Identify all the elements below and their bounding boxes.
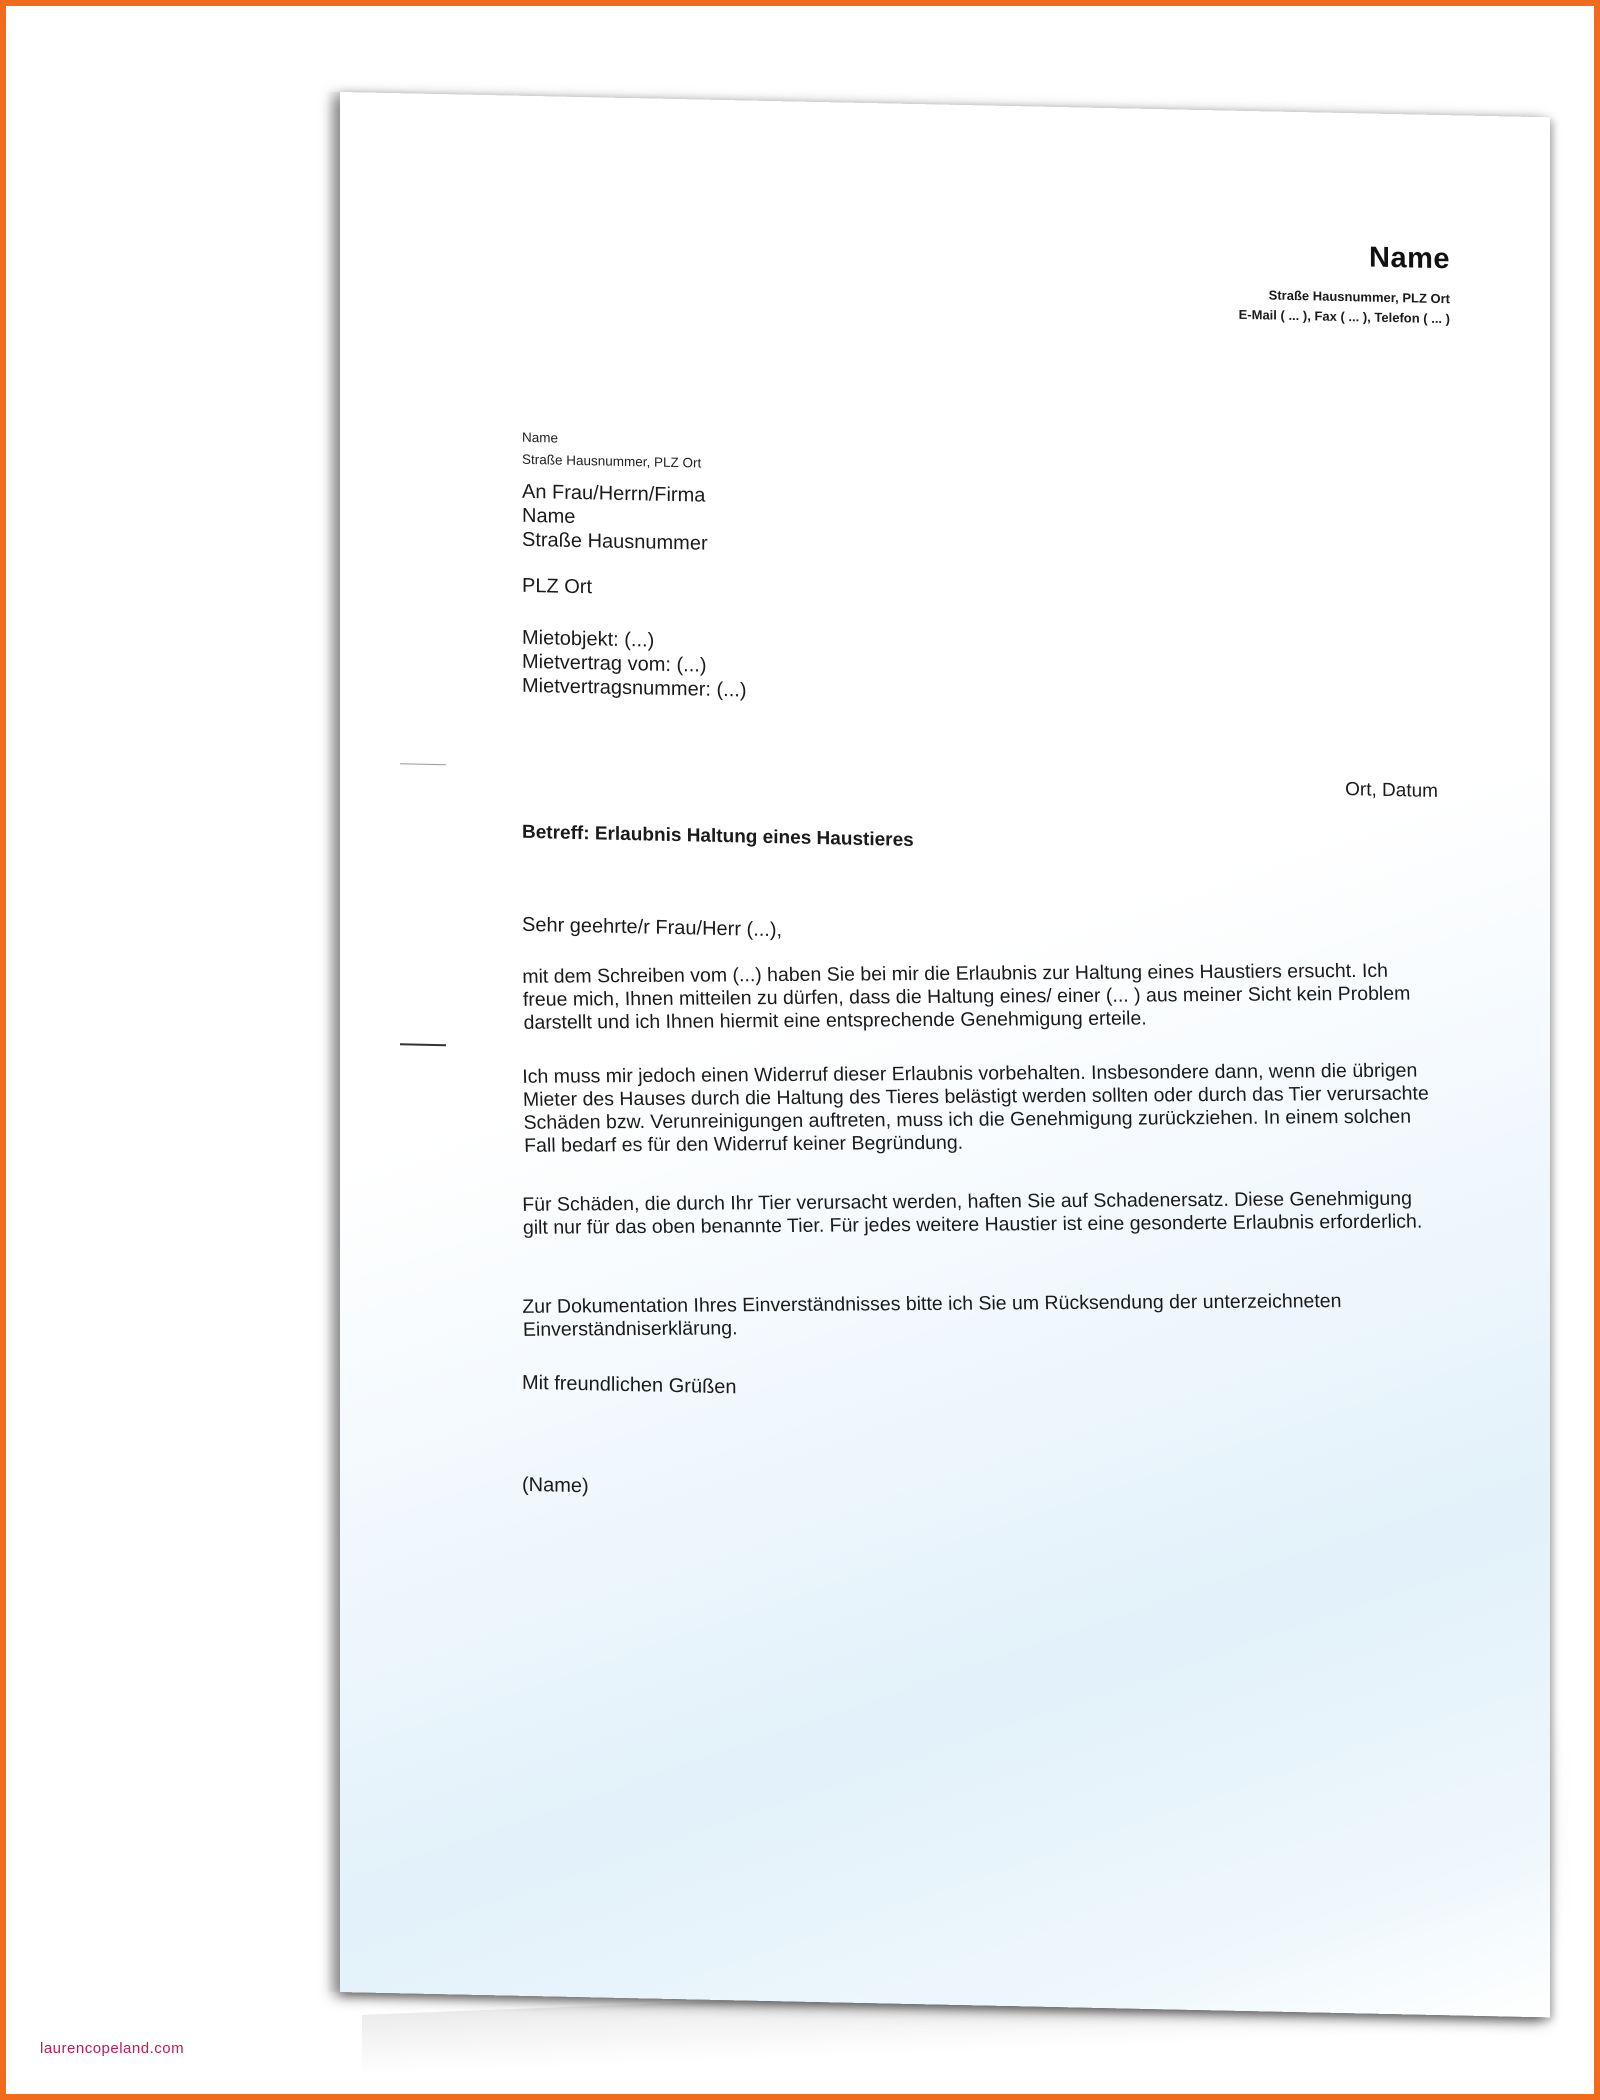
reference-contract-number: Mietvertragsnummer: (...) bbox=[522, 674, 747, 702]
recipient-line-3: Straße Hausnummer bbox=[522, 528, 708, 555]
body-paragraph-4: Zur Dokumentation Ihres Einverständnisses bitte ich Sie um Rücksendung der unterzeichneten Einverständniserklärung. bbox=[522, 1290, 1342, 1341]
reference-contract-date: Mietvertrag vom: (...) bbox=[522, 650, 707, 677]
body-paragraph-3: Für Schäden, die durch Ihr Tier verursacht werden, haften Sie auf Schadenersatz. Diese Genehmigung gilt nur für das oben benannte Tier. Für jedes weitere Haustier ist eine gesonderte Erlaubnis erforderlich. bbox=[522, 1187, 1423, 1239]
recipient-line-4: PLZ Ort bbox=[522, 574, 593, 599]
reference-object: Mietobjekt: (...) bbox=[522, 626, 655, 652]
recipient-line-1: An Frau/Herrn/Firma bbox=[522, 480, 706, 507]
salutation: Sehr geehrte/r Frau/Herr (...), bbox=[522, 913, 783, 942]
sender-contact: E-Mail ( ... ), Fax ( ... ), Telefon ( ... ) bbox=[1238, 306, 1450, 327]
subject-line: Betreff: Erlaubnis Haltung eines Haustieres bbox=[522, 821, 914, 852]
closing: Mit freundlichen Grüßen bbox=[522, 1371, 737, 1399]
sender-name: Name bbox=[1369, 241, 1450, 276]
signature-name: (Name) bbox=[522, 1473, 589, 1498]
place-date: Ort, Datum bbox=[1345, 779, 1438, 802]
body-paragraph-2: Ich muss mir jedoch einen Widerruf dieser Erlaubnis vorbehalten. Insbesondere dann, wenn die übrigen Mieter des Hauses durch die Haltung des Tieres belästigt werden sollten oder durch das Tier verursachte Schäden bzw. Verunreinigungen auftreten, muss ich die Genehmigung zurückziehen. In einem solchen Fall bedarf es für den Widerruf keiner Begründung. bbox=[522, 1059, 1430, 1157]
return-address-street: Straße Hausnummer, PLZ Ort bbox=[522, 451, 702, 471]
return-address-name: Name bbox=[522, 429, 559, 446]
sender-address: Straße Hausnummer, PLZ Ort bbox=[1268, 287, 1450, 307]
fold-mark bbox=[400, 763, 446, 765]
punch-mark bbox=[400, 1043, 446, 1046]
recipient-line-2: Name bbox=[522, 504, 576, 528]
body-paragraph-1: mit dem Schreiben vom (...) haben Sie bei mir die Erlaubnis zur Haltung eines Haustiers ersucht. Ich freue mich, Ihnen mitteilen zu dürfen, dass die Haltung eines/ einer (... ) aus meiner Sicht kein Problem darstellt und ich Ihnen hiermit eine entsprechende Genehmigung erteile. bbox=[522, 959, 1411, 1034]
watermark: laurencopeland.com bbox=[40, 2040, 185, 2057]
letter-page bbox=[340, 92, 1550, 2017]
